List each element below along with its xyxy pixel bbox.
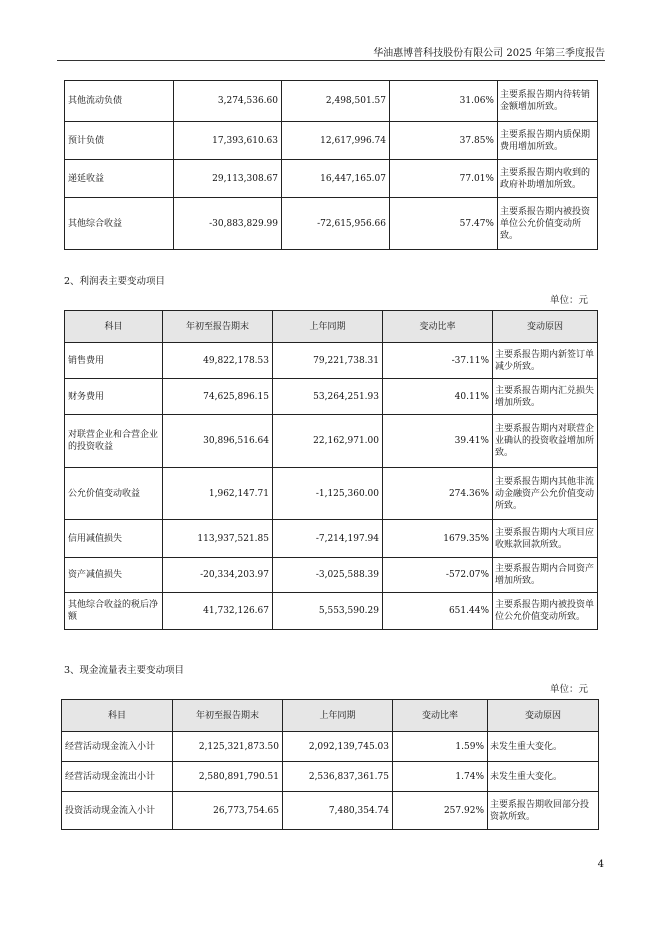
row-change: 77.01% [390, 160, 498, 198]
table-row [62, 792, 599, 830]
row-current: 2,580,891,790.51 [173, 762, 283, 792]
table-row [62, 732, 599, 762]
row-item: 财务费用 [65, 379, 163, 415]
table-row [65, 81, 598, 122]
row-prior: -7,214,197.94 [273, 520, 383, 558]
row-prior: -1,125,360.00 [273, 468, 383, 520]
row-change: 257.92% [393, 792, 488, 830]
table-row [62, 762, 599, 792]
table-header-row [62, 700, 599, 732]
row-reason: 主要系报告期内被投资单位公允价值变动所致。 [498, 198, 598, 250]
row-reason: 未发生重大变化。 [488, 762, 599, 792]
row-reason: 主要系报告期内收到的政府补助增加所致。 [498, 160, 598, 198]
row-prior: 2,536,837,361.75 [283, 762, 393, 792]
table-row [65, 343, 598, 379]
col-header-change: 变动比率 [393, 700, 488, 732]
row-item: 递延收益 [65, 160, 174, 198]
row-change: 31.06% [390, 81, 498, 122]
row-current: 30,896,516.64 [163, 415, 273, 468]
row-prior: 53,264,251.93 [273, 379, 383, 415]
row-reason: 主要系报告期内质保期费用增加所致。 [498, 122, 598, 160]
row-item: 公允价值变动收益 [65, 468, 163, 520]
row-prior: 7,480,354.74 [283, 792, 393, 830]
col-header-change: 变动比率 [383, 311, 493, 343]
row-current: 41,732,126.67 [163, 593, 273, 630]
row-item: 其他综合收益的税后净额 [65, 593, 163, 630]
row-current: -30,883,829.99 [174, 198, 282, 250]
col-header-reason: 变动原因 [488, 700, 599, 732]
row-item: 对联营企业和合营企业的投资收益 [65, 415, 163, 468]
row-item: 投资活动现金流入小计 [62, 792, 173, 830]
row-prior: -72,615,956.66 [282, 198, 390, 250]
row-item: 经营活动现金流入小计 [62, 732, 173, 762]
table-row [65, 520, 598, 558]
row-item: 资产减值损失 [65, 558, 163, 593]
row-reason: 主要系报告期内合同资产增加所致。 [493, 558, 598, 593]
row-current: 17,393,610.63 [174, 122, 282, 160]
col-header-item: 科目 [65, 311, 163, 343]
row-prior: 22,162,971.00 [273, 415, 383, 468]
income-unit: 单位：元 [549, 295, 588, 306]
row-current: 29,113,308.67 [174, 160, 282, 198]
row-change: 1.74% [393, 762, 488, 792]
table-header-row [65, 311, 598, 343]
row-prior: 5,553,590.29 [273, 593, 383, 630]
row-prior: 2,092,139,745.03 [283, 732, 393, 762]
col-header-item: 科目 [62, 700, 173, 732]
col-header-prior: 上年同期 [283, 700, 393, 732]
row-reason: 主要系报告期内新签订单减少所致。 [493, 343, 598, 379]
row-current: 2,125,321,873.50 [173, 732, 283, 762]
row-prior: 12,617,996.74 [282, 122, 390, 160]
row-change: -37.11% [383, 343, 493, 379]
row-change: 1679.35% [383, 520, 493, 558]
row-current: 26,773,754.65 [173, 792, 283, 830]
table-row [65, 468, 598, 520]
row-reason: 主要系报告期内对联营企业确认的投资收益增加所致。 [493, 415, 598, 468]
row-reason: 主要系报告期收回部分投资款所致。 [488, 792, 599, 830]
row-item: 经营活动现金流出小计 [62, 762, 173, 792]
row-reason: 主要系报告期内被投资单位公允价值变动所致。 [493, 593, 598, 630]
row-change: 57.47% [390, 198, 498, 250]
row-change: 1.59% [393, 732, 488, 762]
col-header-current: 年初至报告期末 [163, 311, 273, 343]
row-current: 1,962,147.71 [163, 468, 273, 520]
table-row [65, 160, 598, 198]
col-header-current: 年初至报告期末 [173, 700, 283, 732]
row-current: 3,274,536.60 [174, 81, 282, 122]
row-item: 预计负债 [65, 122, 174, 160]
table-row [65, 415, 598, 468]
report-header: 华油惠博普科技股份有限公司 2025 年第三季度报告 [373, 48, 605, 59]
row-item: 销售费用 [65, 343, 163, 379]
row-change: 651.44% [383, 593, 493, 630]
page-number: 4 [597, 859, 604, 870]
row-reason: 未发生重大变化。 [488, 732, 599, 762]
cashflow-table [61, 699, 599, 830]
row-prior: 79,221,738.31 [273, 343, 383, 379]
balance-table [64, 80, 598, 250]
row-change: 40.11% [383, 379, 493, 415]
table-row [65, 379, 598, 415]
table-row [65, 593, 598, 630]
row-current: 74,625,896.15 [163, 379, 273, 415]
row-current: -20,334,203.97 [163, 558, 273, 593]
row-current: 49,822,178.53 [163, 343, 273, 379]
income-section-title: 2、利润表主要变动项目 [64, 276, 166, 287]
col-header-prior: 上年同期 [273, 311, 383, 343]
table-row [65, 558, 598, 593]
row-reason: 主要系报告期内汇兑损失增加所致。 [493, 379, 598, 415]
row-reason: 主要系报告期内待转销金额增加所致。 [498, 81, 598, 122]
row-item: 信用减值损失 [65, 520, 163, 558]
cashflow-unit: 单位：元 [549, 684, 588, 695]
row-item: 其他综合收益 [65, 198, 174, 250]
row-change: 37.85% [390, 122, 498, 160]
row-change: 274.36% [383, 468, 493, 520]
cashflow-section-title: 3、现金流量表主要变动项目 [64, 665, 185, 676]
col-header-reason: 变动原因 [493, 311, 598, 343]
row-prior: 2,498,501.57 [282, 81, 390, 122]
header-divider [57, 60, 605, 61]
row-reason: 主要系报告期内大项目应收账款回款所致。 [493, 520, 598, 558]
row-prior: -3,025,588.39 [273, 558, 383, 593]
income-table [64, 310, 598, 630]
row-item: 其他流动负债 [65, 81, 174, 122]
row-current: 113,937,521.85 [163, 520, 273, 558]
row-reason: 主要系报告期内其他非流动金融资产公允价值变动所致。 [493, 468, 598, 520]
row-prior: 16,447,165.07 [282, 160, 390, 198]
table-row [65, 198, 598, 250]
row-change: 39.41% [383, 415, 493, 468]
row-change: -572.07% [383, 558, 493, 593]
table-row [65, 122, 598, 160]
